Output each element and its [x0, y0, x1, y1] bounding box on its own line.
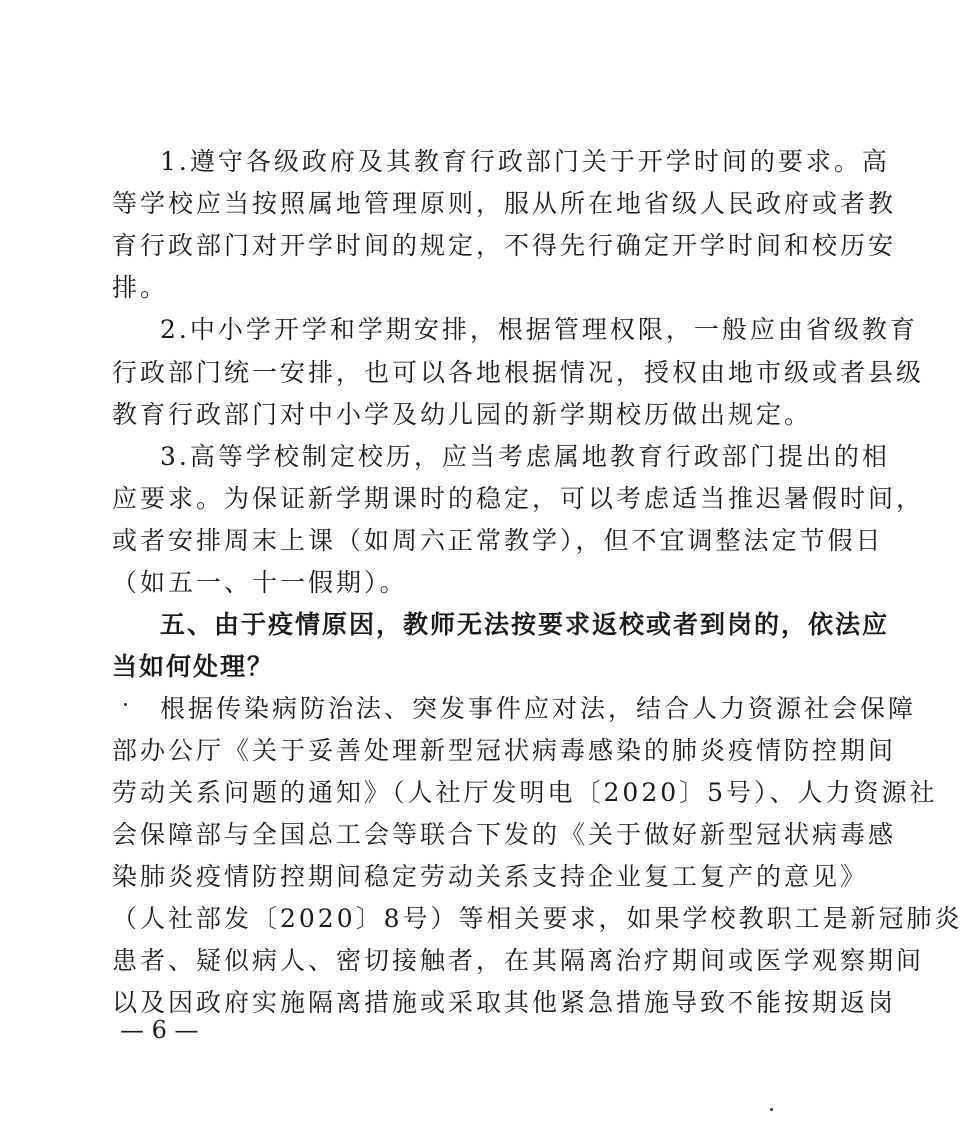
text-line: 行政部门统一安排，也可以各地根据情况，授权由地市级或者县级: [112, 358, 925, 387]
text-line: 排。: [112, 273, 169, 302]
text-line: 部办公厅《关于妥善处理新型冠状病毒感染的肺炎疫情防控期间: [112, 736, 897, 765]
text-line: （如五一、十一假期）。: [112, 568, 408, 597]
text-line: 1.遵守各级政府及其教育行政部门关于开学时间的要求。高: [160, 147, 890, 176]
text-line: 根据传染病防治法、突发事件应对法，结合人力资源社会保障: [160, 694, 917, 723]
scan-speck: [124, 703, 127, 706]
scan-speck: [770, 1108, 773, 1111]
text-line: 应要求。为保证新学期课时的稳定，可以考虑适当推迟暑假时间，: [112, 484, 925, 513]
text-line: 育行政部门对开学时间的规定，不得先行确定开学时间和校历安: [112, 231, 897, 260]
text-line: 会保障部与全国总工会等联合下发的《关于做好新型冠状病毒感: [112, 820, 897, 849]
text-line: 2.中小学开学和学期安排，根据管理权限，一般应由省级教育: [160, 315, 918, 344]
section-heading: 当如何处理？: [112, 652, 275, 681]
text-line: （人社部发〔2020〕8号）等相关要求，如果学校教职工是新冠肺炎: [112, 904, 963, 933]
text-line: 等学校应当按照属地管理原则，服从所在地省级人民政府或者教: [112, 189, 897, 218]
page-number: — 6 —: [120, 1016, 199, 1044]
text-line: 以及因政府实施隔离措施或采取其他紧急措施导致不能按期返岗: [112, 988, 897, 1017]
text-line: 染肺炎疫情防控期间稳定劳动关系支持企业复工复产的意见》: [112, 862, 869, 891]
text-line: 3.高等学校制定校历，应当考虑属地教育行政部门提出的相: [160, 442, 890, 471]
text-line: 患者、疑似病人、密切接触者，在其隔离治疗期间或医学观察期间: [112, 946, 925, 975]
section-heading: 五、由于疫情原因，教师无法按要求返校或者到岗的，依法应: [160, 610, 890, 639]
text-line: 教育行政部门对中小学及幼儿园的新学期校历做出规定。: [112, 400, 813, 429]
text-line: 劳动关系问题的通知》（人社厅发明电〔2020〕5号）、人力资源社: [112, 778, 938, 807]
text-line: 或者安排周末上课（如周六正常教学），但不宜调整法定节假日: [112, 526, 884, 555]
